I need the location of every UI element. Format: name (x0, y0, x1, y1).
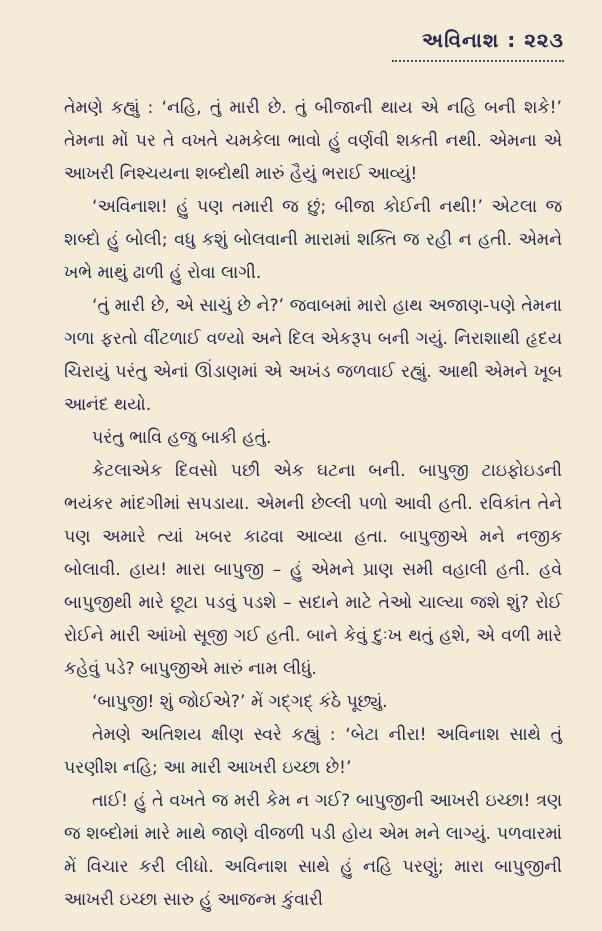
paragraph: તેમણે કહ્યું : ‘નહિ, તું મારી છે. તું બીજાની થાય એ નહિ બની શકે!’ તેમના મોં પર તે વખતે ચમકેલા ભાવો હું વર્ણવી શકતી નથી. એમના એ આખરી નિશ્ચયના શબ્દોથી મારું હૈયું ભરાઈ આવ્યું! (64, 98, 562, 184)
header-underline (392, 56, 564, 62)
page-header-title: અવિનાશ : ૨૨૩ (421, 28, 564, 52)
paragraph: તાઈ! હું તે વખતે જ મરી કેમ ન ગઈ? બાપુજીની આખરી ઇચ્છા! ત્રણ જ શબ્દોમાં મારે માથે જાણે વીજળી પડી હોય એમ મને લાગ્યું. પળવારમાં મેં વિચાર કરી લીધો. અવિનાશ સાથે હું નહિ પરણું; મારા બાપુજીની આખરી ઇચ્છા સારુ હું આજન્મ કુંવારી (64, 791, 562, 910)
body-text (64, 92, 562, 917)
paragraph: તેમણે અતિશય ક્ષીણ સ્વરે કહ્યું : ‘બેટા નીરા! અવિનાશ સાથે તું પરણીશ નહિ; આ મારી આખરી ઇચ્છા છે!’ (64, 725, 562, 778)
paragraph: ‘બાપુજી! શું જોઈએ?’ મેં ગદ્ગદ્ કંઠે પૂછ્યું. (92, 692, 388, 712)
paragraph: ‘અવિનાશ! હું પણ તમારી જ છું; બીજા કોઈની નથી!’ એટલા જ શબ્દો હું બોલી; વધુ કશું બોલવાની મારામાં શક્તિ જ રહી ન હતી. એમને ખભે માથું ઢાળી હું રોવા લાગી. (64, 197, 562, 283)
paragraph: ‘તું મારી છે, એ સાચું છે ને?’ જવાબમાં મારો હાથ અજાણ-પણે તેમના ગળા ફરતો વીંટળાઈ વળ્યો અને દિલ એકરૂપ બની ગયું. નિરાશાથી હૃદય ચિરાયું પરંતુ એનાં ઊંડાણમાં એ અખંડ જળવાઈ રહ્યું. આથી એમને ખૂબ આનંદ થયો. (64, 296, 562, 415)
paragraph: કેટલાએક દિવસો પછી એક ઘટના બની. બાપુજી ટાઇફોઇડની ભયંકર માંદગીમાં સપડાયા. એમની છેલ્લી પળો આવી હતી. રવિકાંત તેને પણ અમારે ત્યાં ખબર કાઢવા આવ્યા હતા. બાપુજીએ મને નજીક બોલાવી. હાય! મારા બાપુજી – હું એમને પ્રાણ સમી વહાલી હતી. હવે બાપુજીથી મારે છૂટા પડવું પડશે – સદાને માટે તેઓ ચાલ્યા જશે શું? રોઈ રોઈને મારી આંખો સૂજી ગઈ હતી. બાને કેવું દુઃખ થતું હશે, એ વળી મારે કહેવું પડે? બાપુજીએ મારું નામ લીધું. (64, 461, 562, 679)
paragraph: પરંતુ ભાવિ હજુ બાકી હતું. (92, 428, 272, 448)
running-header (392, 28, 564, 62)
